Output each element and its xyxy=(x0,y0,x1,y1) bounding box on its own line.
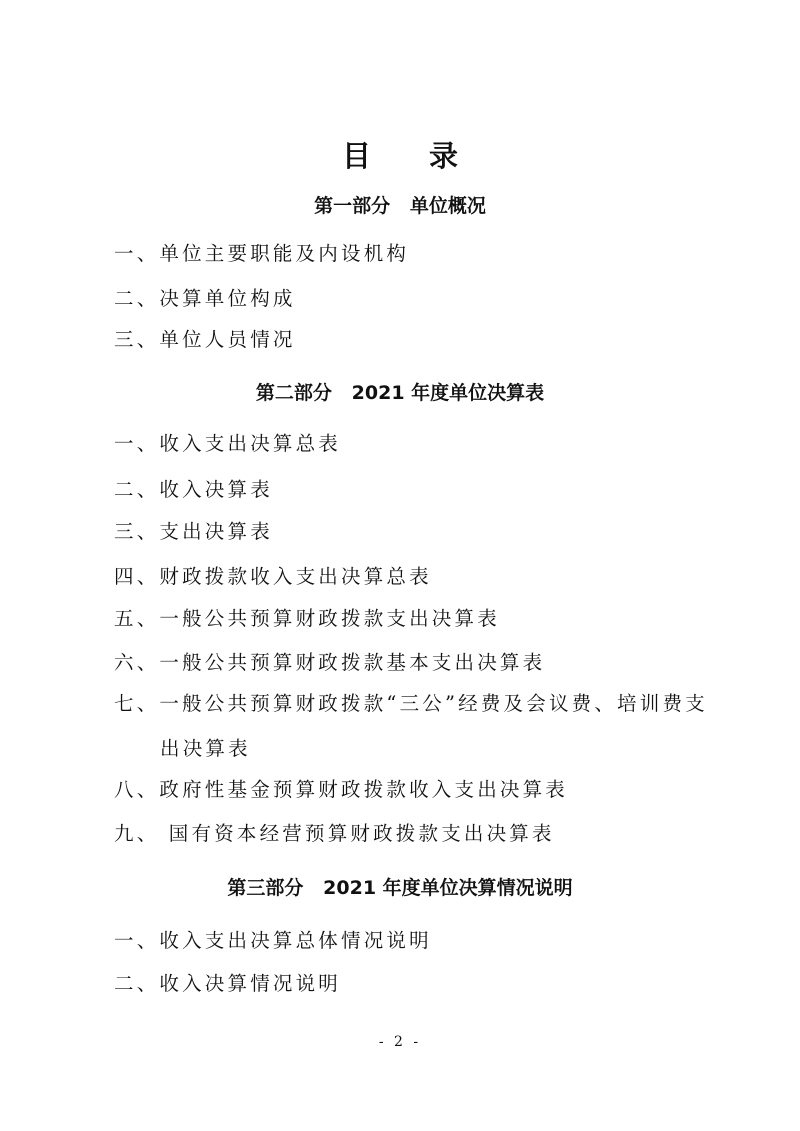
page-number: - 2 - xyxy=(378,1034,422,1050)
part1-heading: 第一部分 单位概况 xyxy=(314,195,486,217)
toc-item: 三、支出决算表 xyxy=(114,520,273,543)
toc-item: 一、单位主要职能及内设机构 xyxy=(114,242,410,265)
part3-heading: 第三部分 2021 年度单位决算情况说明 xyxy=(227,877,573,899)
toc-item: 七、一般公共预算财政拨款“三公”经费及会议费、培训费支 xyxy=(114,692,708,715)
toc-item: 一、收入支出决算总表 xyxy=(114,432,342,455)
toc-item: 八、政府性基金预算财政拨款收入支出决算表 xyxy=(114,778,569,801)
toc-item: 二、收入决算表 xyxy=(114,478,273,501)
part2-heading: 第二部分 2021 年度单位决算表 xyxy=(255,382,545,404)
toc-item: 四、财政拨款收入支出决算总表 xyxy=(114,565,432,588)
toc-item: 二、收入决算情况说明 xyxy=(114,972,342,995)
toc-item: 二、决算单位构成 xyxy=(114,287,296,310)
toc-item: 一、收入支出决算总体情况说明 xyxy=(114,929,432,952)
toc-item: 九、 国有资本经营预算财政拨款支出决算表 xyxy=(114,822,555,845)
page-title: 目 录 xyxy=(341,139,483,173)
toc-item-continuation: 出决算表 xyxy=(160,737,251,760)
toc-item: 五、一般公共预算财政拨款支出决算表 xyxy=(114,607,500,630)
toc-item: 三、单位人员情况 xyxy=(114,328,296,351)
toc-item: 六、一般公共预算财政拨款基本支出决算表 xyxy=(114,651,546,674)
